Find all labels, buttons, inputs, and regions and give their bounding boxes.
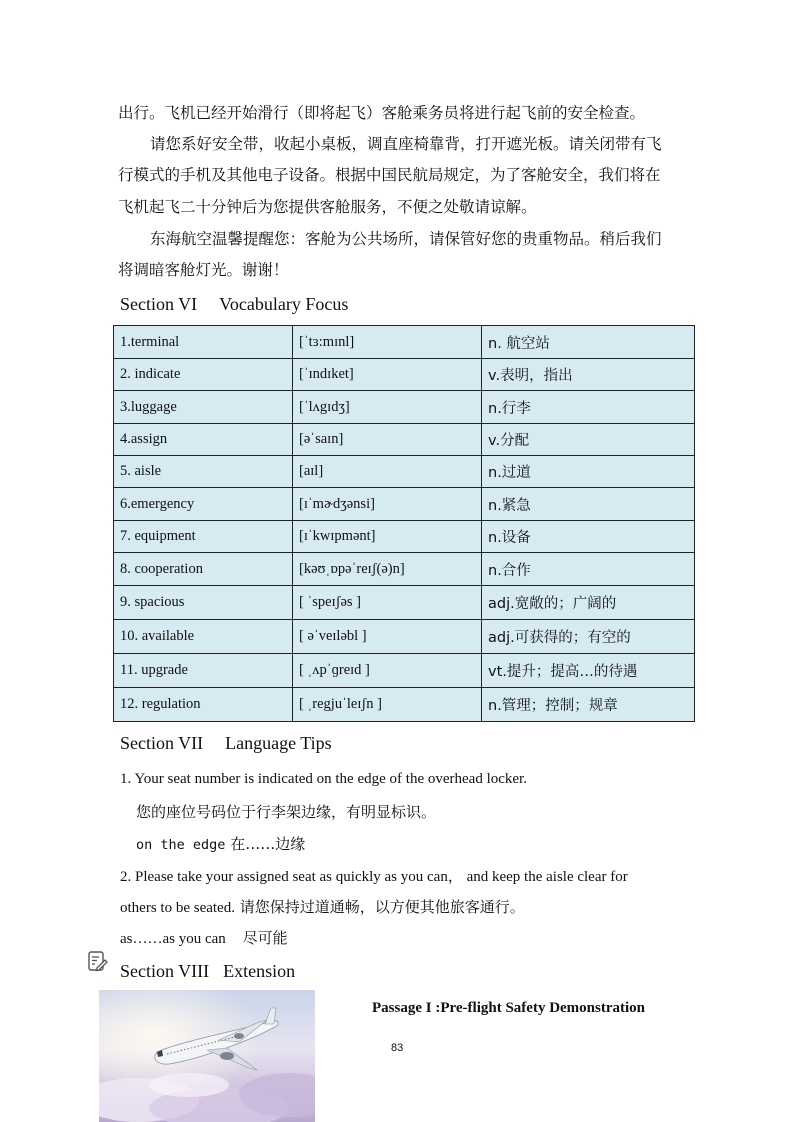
vocab-row	[114, 688, 695, 722]
vocab-row	[114, 326, 695, 359]
tip-2-chinese: 请您保持过道通畅，以方便其他旅客通行。	[239, 898, 525, 916]
tip-2-phrase-en: as……as you can	[120, 931, 226, 947]
intro-line-3: 行模式的手机及其他电子设备。根据中国民航局规定，为了客舱安全，我们将在	[118, 166, 661, 184]
section-6-title: Vocabulary Focus	[219, 294, 349, 314]
vocab-word: 11. upgrade	[114, 654, 293, 688]
passage-title: Passage I :Pre-flight Safety Demonstration	[372, 1000, 646, 1016]
section-6-number: Section VI	[120, 294, 198, 314]
vocab-word: 10. available	[114, 620, 293, 654]
vocab-phonetic: [ɪˈmɚdʒənsi]	[293, 488, 482, 521]
section-7-heading	[120, 733, 332, 754]
vocab-phonetic: [kəʊˌɒpəˈreɪʃ(ə)n]	[293, 553, 482, 586]
vocab-meaning: n.管理；控制；规章	[482, 688, 695, 722]
vocab-phonetic: [ˈlʌgɪdʒ]	[293, 391, 482, 424]
vocab-phonetic: [ ˈspeɪʃəs ]	[293, 586, 482, 620]
vocab-meaning: v.表明，指出	[482, 359, 695, 391]
intro-line-2: 请您系好安全带，收起小桌板，调直座椅靠背，打开遮光板。请关闭带有飞	[150, 135, 662, 153]
vocab-phonetic: [ˈɪndɪket]	[293, 359, 482, 391]
intro-line-4: 飞机起飞二十分钟后为您提供客舱服务，不便之处敬请谅解。	[118, 198, 537, 216]
section-8-number: Section VIII	[120, 961, 210, 981]
vocab-phonetic: [ɪˈkwɪpmənt]	[293, 521, 482, 553]
tip-2-english: 2. Please take your assigned seat as quickly as you can， and keep the aisle clear for	[120, 869, 628, 885]
intro-line-6: 将调暗客舱灯光。谢谢！	[118, 261, 289, 279]
vocab-row	[114, 391, 695, 424]
vocab-phonetic: [əˈsaɪn]	[293, 424, 482, 456]
section-7-number: Section VII	[120, 733, 204, 753]
section-6-heading	[120, 294, 348, 315]
vocab-row	[114, 521, 695, 553]
vocab-row	[114, 586, 695, 620]
vocab-meaning: v.分配	[482, 424, 695, 456]
vocab-word: 4.assign	[114, 424, 293, 456]
tip-1-phrase	[136, 833, 305, 854]
vocab-row	[114, 359, 695, 391]
vocabulary-table	[113, 325, 695, 722]
intro-line-5: 东海航空温馨提醒您：客舱为公共场所，请保管好您的贵重物品。稍后我们	[150, 230, 662, 248]
tip-1-chinese: 您的座位号码位于行李架边缘，有明显标识。	[136, 803, 437, 821]
vocab-word: 3.luggage	[114, 391, 293, 424]
vocab-meaning: n. 航空站	[482, 326, 695, 359]
vocab-word: 8. cooperation	[114, 553, 293, 586]
tip-1-english: 1. Your seat number is indicated on the edge of the overhead locker.	[120, 771, 527, 787]
vocab-phonetic: [ əˈveɪləbl ]	[293, 620, 482, 654]
vocab-meaning: n.过道	[482, 456, 695, 488]
vocab-meaning: n.设备	[482, 521, 695, 553]
vocab-row	[114, 654, 695, 688]
intro-line-1: 出行。飞机已经开始滑行（即将起飞）客舱乘务员将进行起飞前的安全检查。	[118, 104, 646, 122]
vocab-row	[114, 456, 695, 488]
vocab-word: 7. equipment	[114, 521, 293, 553]
tip-2-phrase-zh: 尽可能	[242, 929, 288, 947]
tip-1-phrase-en: on the edge	[136, 837, 226, 853]
vocab-meaning: n.紧急	[482, 488, 695, 521]
vocab-phonetic: [ˈtɜ:mɪnl]	[293, 326, 482, 359]
vocab-meaning: n.行李	[482, 391, 695, 424]
vocab-row	[114, 488, 695, 521]
vocab-word: 5. aisle	[114, 456, 293, 488]
tip-1-phrase-zh: 在……边缘	[230, 835, 306, 853]
section-7-title: Language Tips	[225, 733, 332, 753]
vocab-phonetic: [aɪl]	[293, 456, 482, 488]
airplane-photo	[99, 990, 315, 1122]
page-number: 83	[391, 1042, 404, 1054]
vocab-row	[114, 424, 695, 456]
tip-2-phrase	[120, 927, 288, 948]
vocab-meaning: adj.宽敞的；广阔的	[482, 586, 695, 620]
edit-note-icon[interactable]	[86, 950, 108, 972]
vocab-word: 12. regulation	[114, 688, 293, 722]
vocab-row	[114, 620, 695, 654]
section-8-heading	[120, 961, 295, 982]
section-8-title: Extension	[223, 961, 296, 981]
vocab-meaning: vt.提升；提高…的待遇	[482, 654, 695, 688]
vocab-meaning: n.合作	[482, 553, 695, 586]
tip-2-english-2: others to be seated.	[120, 900, 235, 916]
vocab-meaning: adj.可获得的；有空的	[482, 620, 695, 654]
vocab-word: 2. indicate	[114, 359, 293, 391]
vocab-word: 6.emergency	[114, 488, 293, 521]
vocab-word: 9. spacious	[114, 586, 293, 620]
vocab-word: 1.terminal	[114, 326, 293, 359]
vocab-row	[114, 553, 695, 586]
vocab-phonetic: [ ˌʌpˈɡreɪd ]	[293, 654, 482, 688]
tip-2-line-2	[120, 896, 525, 917]
vocab-phonetic: [ ˌregjuˈleɪʃn ]	[293, 688, 482, 722]
